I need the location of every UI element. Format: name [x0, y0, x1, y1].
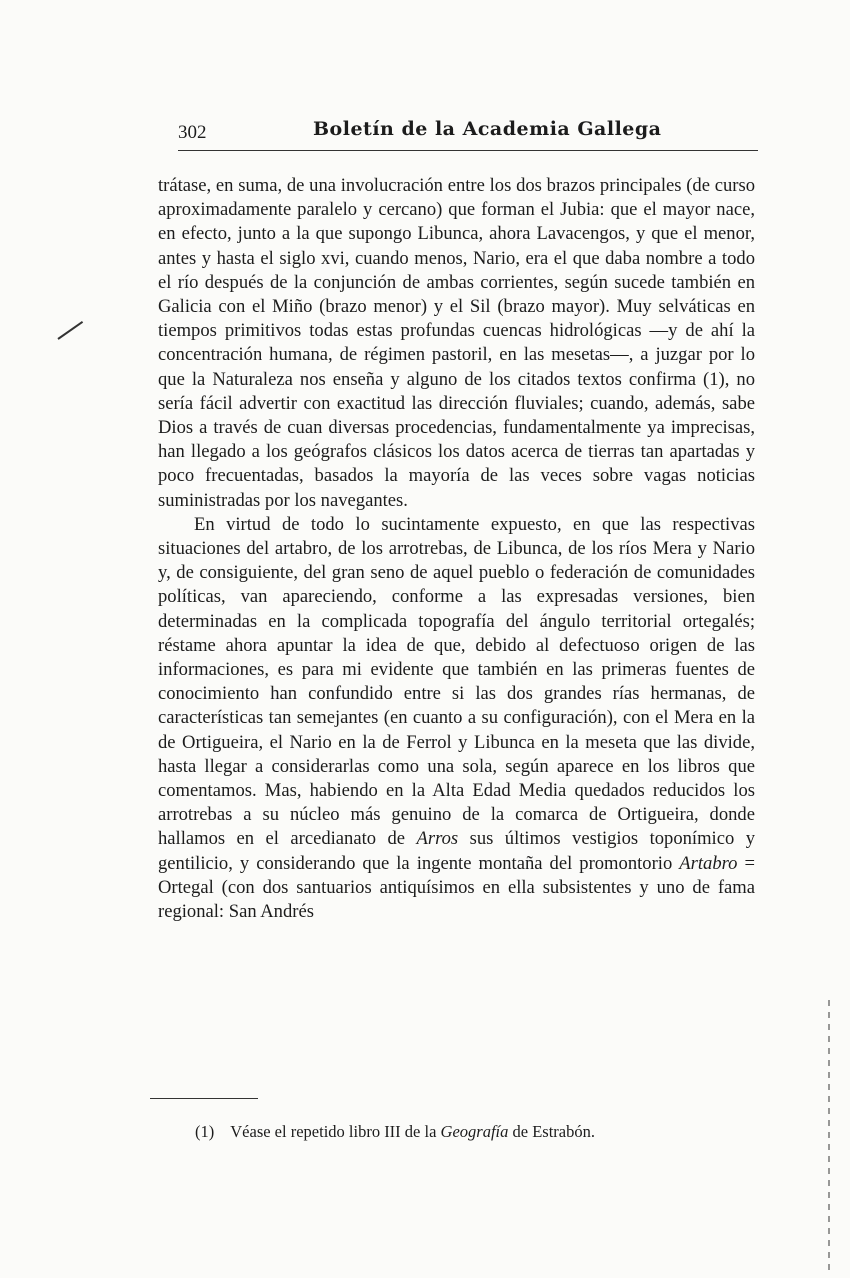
footnote-mark: (1)	[195, 1122, 215, 1141]
paragraph-2-part-1: En virtud de todo lo sucintamente expuesto, en que las respectivas situaciones del artabro, de los arrotrebas, de Libunca, de los ríos Mera y Nario y, de consiguiente, del gran seno de aquel pueblo o federación de comunidades políticas, van apareciendo, conforme a las expresadas versiones, bien determinadas en la complicada topografía del ángulo territorial ortegalés; réstame ahora apuntar la idea de que, debido al defectuoso origen de las informaciones, es para mi evidente que también en las primeras fuentes de conocimiento han confundido entre si las dos grandes rías hermanas, de características tan semejantes (en cuanto a su configuración), con el Mera en la de Ortigueira, el Nario en la de Ferrol y Libunca en la meseta que las divide, hasta llegar a considerarlas como una sola, según aparece en los libros que comentamos. Mas, habiendo en la Alta Edad Media quedados reducidos los arrotrebas a su núcleo más genuino de la comarca de Ortigueira, donde hallamos en el arcedianato de	[158, 513, 755, 850]
paragraph-1: trátase, en suma, de una involucración entre los dos brazos principales (de curso aproximadamente paralelo y cercano) que forman el Jubia: que el mayor nace, en efecto, junto a la que supongo Libunca, ahora Lavacengos, y que el menor, antes y hasta el siglo xvi, cuando menos, Nario, era el que daba nombre a todo el río después de la conjunción de ambas corrientes, según sucede también en Galicia con el Miño (brazo menor) y el Sil (brazo mayor). Muy selváticas en tiempos primitivos todas estas profundas cuencas hidrológicas —y de ahí la concentración humana, de régimen pastoril, en las mesetas—, a juzgar por lo que la Naturaleza nos enseña y alguno de los citados textos confirma (1), no sería fácil advertir con exactitud las dirección fluviales; cuando, además, sabe Dios a través de cuan diversas procedencias, fundamentalmente ya imprecisas, han llegado a los geógrafos clásicos los datos acerca de tierras tan apartadas y poco frecuentadas, basados la mayoría de las veces sobre vagas noticias suministradas por los navegantes.	[158, 175, 755, 511]
paragraph-2-part-2: sus últimos vestigios toponímico y gentilicio, y considerando que la ingente montaña del promontorio	[158, 828, 755, 874]
header-rule	[178, 150, 758, 151]
paragraph-2	[158, 513, 755, 924]
scan-edge-artifact	[828, 1000, 830, 1270]
italic-arros: Arros	[416, 828, 459, 850]
footnote-rule	[150, 1098, 258, 1099]
body-text	[158, 174, 755, 924]
footnote-italic: Geografía	[440, 1122, 509, 1141]
footnote-text-before: Véase el repetido libro III de la	[230, 1122, 441, 1141]
margin-pencil-mark	[57, 321, 83, 340]
footnote-text-after: de Estrabón.	[508, 1122, 595, 1141]
footnote	[195, 1121, 755, 1143]
italic-artabro: Artabro	[679, 852, 738, 874]
page-number: 302	[178, 122, 207, 143]
running-title: Boletín de la Academia Gallega	[313, 118, 662, 140]
page-header	[178, 118, 758, 150]
paragraph-2-part-3: = Ortegal (con dos santuarios antiquísimos en ella subsistentes y uno de fama regional: San Andrés	[158, 852, 755, 923]
